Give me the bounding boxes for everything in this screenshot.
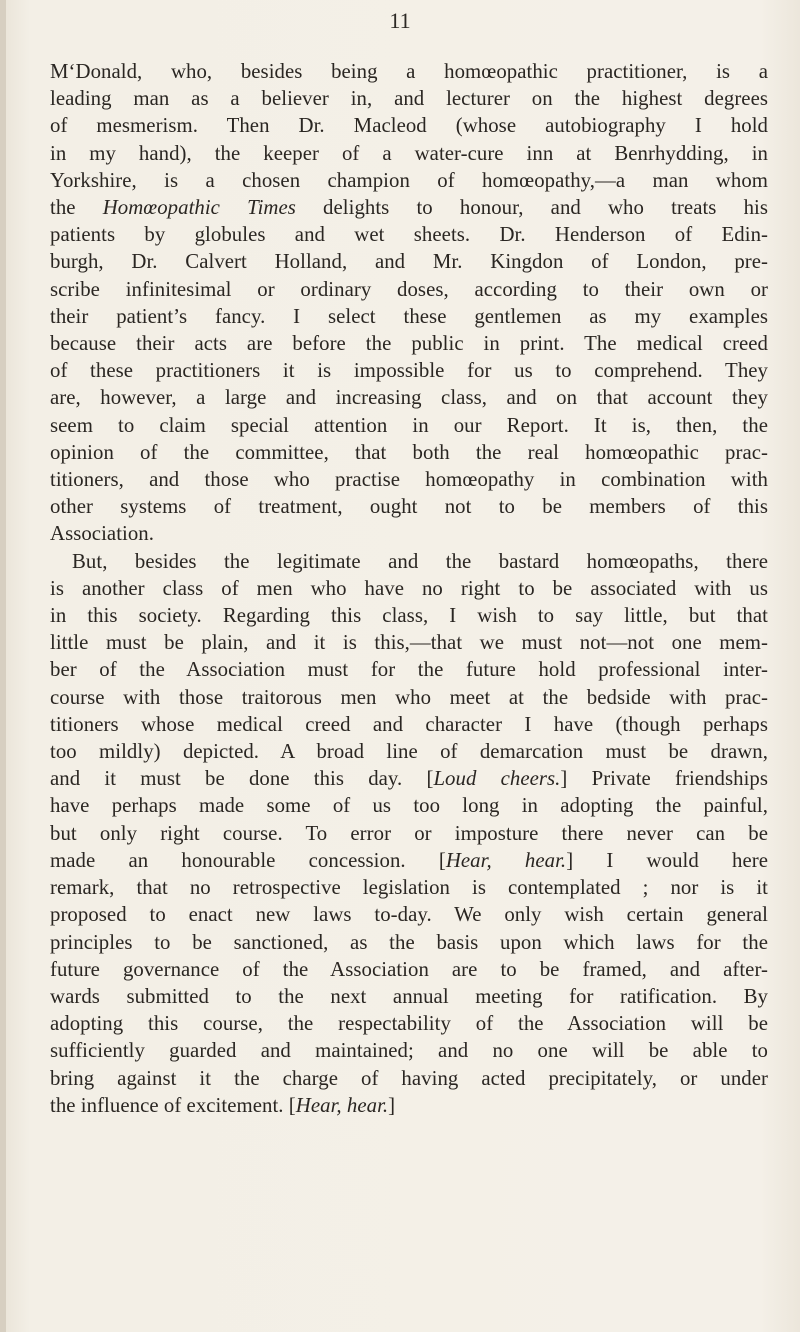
text-line: their patient’s fancy. I select these gentlemen as my examples bbox=[50, 304, 768, 328]
text-line: sufficiently guarded and maintained; and no one will be able to bbox=[50, 1039, 768, 1063]
text-line: of mesmerism. Then Dr. Macleod (whose autobiography I hold bbox=[50, 114, 768, 138]
text-line: made an honourable concession. [Hear, hear.] I would here bbox=[50, 848, 768, 872]
text-line: in this society. Regarding this class, I wish to say little, but that bbox=[50, 604, 768, 628]
paragraph bbox=[50, 58, 768, 548]
text-line: M‘Donald, who, besides being a homœopathic practitioner, is a bbox=[50, 60, 768, 83]
text-line: titioners whose medical creed and character I have (though perhaps bbox=[50, 712, 768, 736]
text-line: ber of the Association must for the future hold professional inter- bbox=[50, 658, 768, 682]
text-line: other systems of treatment, ought not to be members of this bbox=[50, 495, 768, 519]
text-line: adopting this course, the respectability of the Association will be bbox=[50, 1012, 768, 1036]
text-line: patients by globules and wet sheets. Dr. Henderson of Edin- bbox=[50, 223, 768, 247]
text-line: opinion of the committee, that both the real homœopathic prac- bbox=[50, 440, 768, 464]
text-line: bring against it the charge of having acted precipitately, or under bbox=[50, 1066, 768, 1090]
text-line: proposed to enact new laws to-day. We only wish certain general bbox=[50, 903, 768, 927]
text-line: titioners, and those who practise homœopathy in combination with bbox=[50, 468, 768, 492]
page-edge-shadow bbox=[0, 0, 6, 1332]
text-line: but only right course. To error or imposture there never can be bbox=[50, 821, 768, 845]
text-line: leading man as a believer in, and lecturer on the highest degrees bbox=[50, 87, 768, 111]
text-line: burgh, Dr. Calvert Holland, and Mr. Kingdon of London, pre- bbox=[50, 250, 768, 274]
text-line: the Homœopathic Times delights to honour, and who treats his bbox=[50, 196, 769, 220]
text-line: Association. bbox=[50, 522, 154, 546]
text-line: have perhaps made some of us too long in adopting the painful, bbox=[50, 794, 768, 818]
text-line: But, besides the legitimate and the bastard homœopaths, there bbox=[72, 549, 768, 573]
text-line: of these practitioners it is impossible for us to comprehend. They bbox=[50, 359, 768, 383]
text-line: scribe infinitesimal or ordinary doses, according to their own or bbox=[50, 277, 768, 301]
paragraph-container bbox=[50, 58, 768, 1119]
text-line: Yorkshire, is a chosen champion of homœopathy,—a man whom bbox=[50, 168, 768, 192]
text-line: seem to claim special attention in our Report. It is, then, the bbox=[50, 413, 768, 437]
paragraph bbox=[50, 548, 768, 1119]
italic-text: Homœopathic Times bbox=[102, 196, 296, 220]
italic-text: Loud cheers. bbox=[433, 767, 561, 791]
text-line: course with those traitorous men who meet at the bedside with prac- bbox=[50, 685, 768, 709]
text-line: the influence of excitement. [Hear, hear.] bbox=[50, 1093, 396, 1117]
text-line: too mildly) depicted. A broad line of demarcation must be drawn, bbox=[50, 740, 768, 764]
text-line: principles to be sanctioned, as the basis upon which laws for the bbox=[50, 930, 768, 954]
text-line: and it must be done this day. [Loud cheers.] Private friendships bbox=[50, 767, 768, 791]
text-line: wards submitted to the next annual meeting for ratification. By bbox=[50, 984, 768, 1008]
text-line: remark, that no retrospective legislation is contemplated ; nor is it bbox=[50, 876, 768, 900]
text-line: in my hand), the keeper of a water-cure inn at Benrhydding, in bbox=[50, 141, 768, 165]
page-number: 11 bbox=[389, 8, 411, 33]
text-line: is another class of men who have no right to be associated with us bbox=[50, 576, 768, 600]
text-line: future governance of the Association are to be framed, and after- bbox=[50, 957, 768, 981]
italic-text: Hear, hear. bbox=[445, 848, 567, 872]
text-line: little must be plain, and it is this,—that we must not—not one mem- bbox=[50, 631, 768, 655]
body-text bbox=[50, 58, 768, 1119]
italic-text: Hear, hear. bbox=[295, 1093, 389, 1117]
text-line: because their acts are before the public in print. The medical creed bbox=[50, 332, 768, 356]
text-line: are, however, a large and increasing class, and on that account they bbox=[50, 386, 768, 410]
